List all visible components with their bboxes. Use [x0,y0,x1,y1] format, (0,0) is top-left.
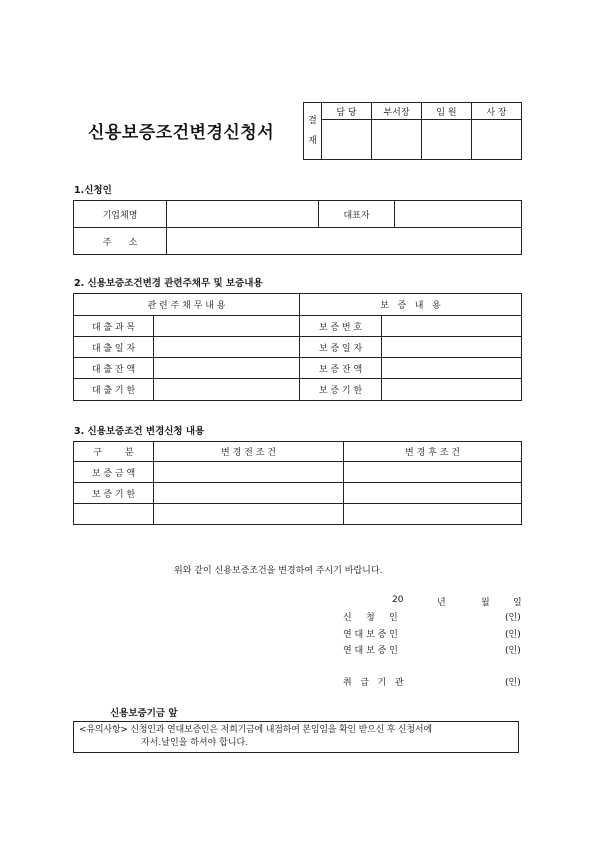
change-request-table [73,441,522,525]
date-day-label: 일 [513,598,522,608]
date-year-label: 년 [437,598,446,608]
approval-sign-president[interactable] [472,120,522,160]
signature-guarantor1-label: 연 대 보 증 인 [343,630,398,640]
extra-row-before-field[interactable] [154,504,344,525]
debt-guarantee-table [73,293,522,401]
loan-subject-field[interactable] [154,316,300,337]
ceo-field[interactable] [395,201,522,228]
approval-sign-staff[interactable] [322,120,372,160]
request-statement: 위와 같이 신용보증조건을 변경하여 주시기 바랍니다. [174,566,383,576]
signature-guarantor2-label: 연 대 보 증 인 [343,646,398,656]
guarantee-amount-after-field[interactable] [344,462,522,483]
guarantee-term-label: 보 증 기 한 [300,379,382,401]
guarantee-balance-field[interactable] [382,358,522,379]
approval-side-label: 결 재 [304,103,322,160]
debt-header: 관 련 주 채 무 내 용 [74,294,300,316]
section3-heading: 3. 신용보증조건 변경신청 내용 [74,426,205,437]
approval-header-president: 사 장 [472,103,522,120]
after-condition-header: 변 경 후 조 건 [344,442,522,462]
extra-row-after-field[interactable] [344,504,522,525]
guarantee-number-field[interactable] [382,316,522,337]
section2-heading: 2. 신용보증조건변경 관련주채무 및 보증내용 [74,278,263,289]
approval-header-dept-head: 부서장 [372,103,422,120]
guarantee-number-label: 보 증 번 호 [300,316,382,337]
loan-term-field[interactable] [154,379,300,401]
guarantee-balance-label: 보 증 잔 액 [300,358,382,379]
guarantee-term-change-label: 보 증 기 한 [74,483,154,504]
loan-date-field[interactable] [154,337,300,358]
recipient-line: 신용보증기금 앞 [110,708,178,719]
guarantee-header: 보 증 내 용 [300,294,522,316]
loan-subject-label: 대 출 과 목 [74,316,154,337]
guarantee-amount-label: 보 증 금 액 [74,462,154,483]
loan-balance-label: 대 출 잔 액 [74,358,154,379]
guarantee-term-before-field[interactable] [154,483,344,504]
date-month-label: 월 [481,598,490,608]
loan-term-label: 대 출 기 한 [74,379,154,401]
address-label: 주 소 [74,228,167,255]
section1-heading: 1.신청인 [74,185,112,196]
signature-guarantor1-seal[interactable]: (인) [505,630,521,640]
signature-applicant-label: 신 청 인 [343,613,398,623]
extra-row-label[interactable] [74,504,154,525]
company-name-field[interactable] [167,201,319,228]
date-year-prefix: 20 [392,595,404,605]
guarantee-term-field[interactable] [382,379,522,401]
approval-header-staff: 담 당 [322,103,372,120]
signature-handling-org-seal[interactable]: (인) [505,678,521,688]
guarantee-term-after-field[interactable] [344,483,522,504]
notice-line-2: 자서.날인을 하셔야 합니다. [141,738,249,748]
guarantee-date-field[interactable] [382,337,522,358]
address-field[interactable] [167,228,522,255]
applicant-table [73,200,522,255]
approval-sign-dept-head[interactable] [372,120,422,160]
signature-guarantor2-seal[interactable]: (인) [505,646,521,656]
loan-balance-field[interactable] [154,358,300,379]
approval-header-executive: 임 원 [422,103,472,120]
notice-line-1: <유의사항> 신청인과 연대보증인은 저희기금에 내점하여 본임임을 확인 받으신 후 신청서에 [79,725,432,735]
category-header: 구 분 [74,442,154,462]
ceo-label: 대표자 [319,201,395,228]
loan-date-label: 대 출 일 자 [74,337,154,358]
approval-table [303,102,522,160]
page-title: 신용보증조건변경신청서 [88,123,275,143]
before-condition-header: 변 경 전 조 건 [154,442,344,462]
guarantee-date-label: 보 증 일 자 [300,337,382,358]
approval-sign-executive[interactable] [422,120,472,160]
guarantee-amount-before-field[interactable] [154,462,344,483]
notice-box [73,721,519,753]
signature-applicant-seal[interactable]: (인) [505,613,521,623]
company-name-label: 기업체명 [74,201,167,228]
signature-handling-org-label: 취 급 기 관 [343,678,404,688]
